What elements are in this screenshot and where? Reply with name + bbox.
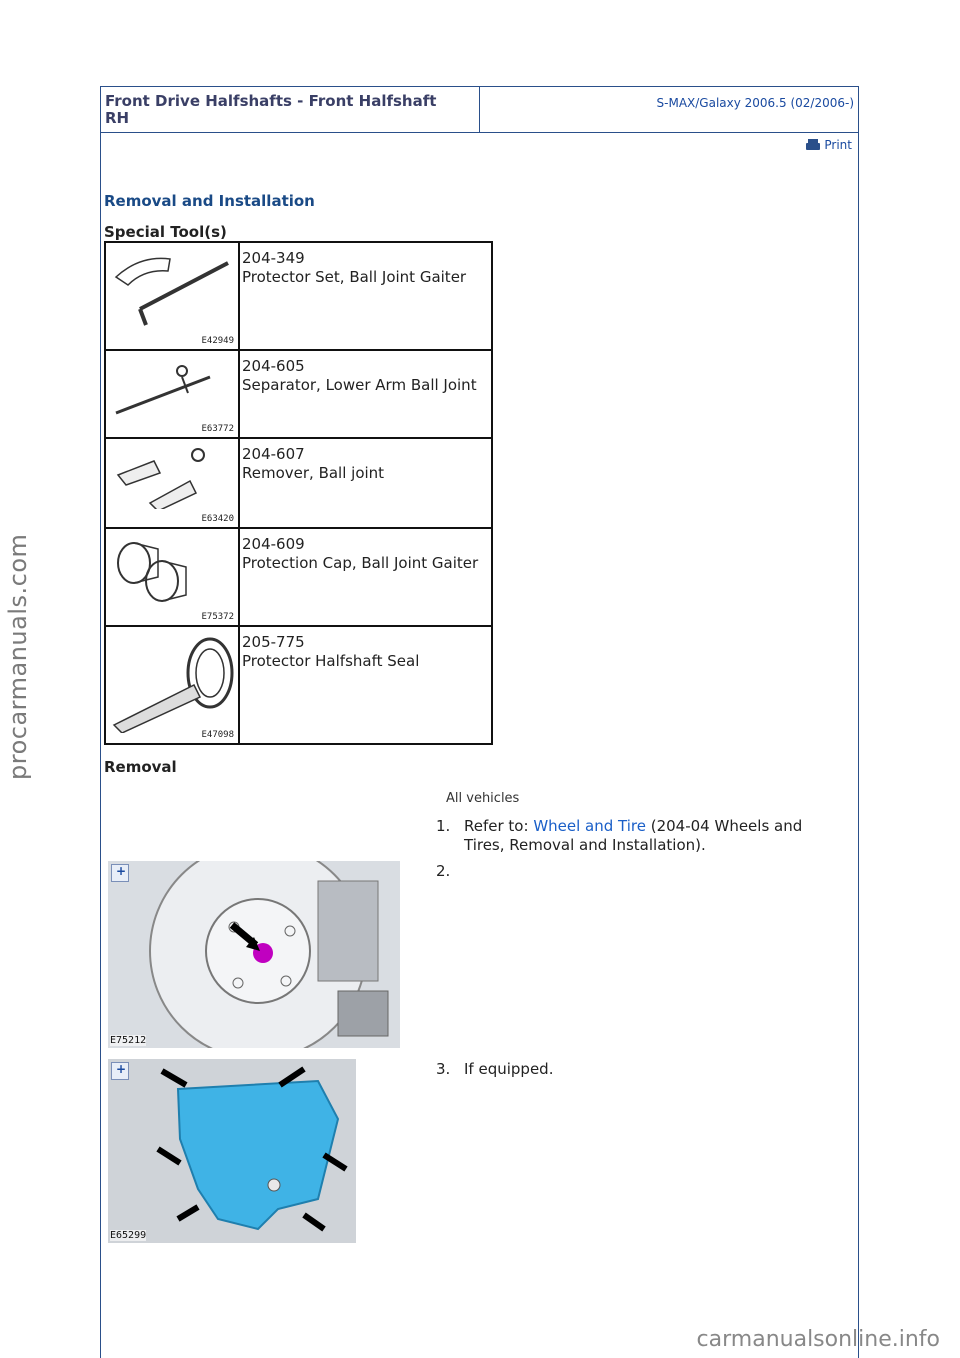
side-watermark: procarmanuals.com xyxy=(4,533,32,780)
step-text: If equipped. xyxy=(464,1060,554,1078)
title-line-2: RH xyxy=(105,109,130,127)
all-vehicles-label: All vehicles xyxy=(446,791,520,806)
title-line-1: Front Drive Halfshafts - Front Halfshaft xyxy=(105,92,437,110)
tool-row xyxy=(105,528,492,626)
tool-description xyxy=(239,626,492,744)
protection-cap-illustration xyxy=(110,535,234,611)
tool-image xyxy=(105,438,239,528)
tool-name: Separator, Lower Arm Ball Joint xyxy=(242,376,477,394)
tool-description xyxy=(239,528,492,626)
photo-figure-code: E75212 xyxy=(110,1035,147,1046)
tool-name: Protector Halfshaft Seal xyxy=(242,652,420,670)
footer-watermark: carmanualsonline.info xyxy=(696,1327,940,1352)
tool-code: 205-775 xyxy=(242,633,305,651)
tool-image xyxy=(105,528,239,626)
tool-figure-code: E42949 xyxy=(201,336,234,346)
step-suffix: (204-04 Wheels and Tires, Removal and Installation). xyxy=(464,817,803,854)
tool-figure-code: E47098 xyxy=(201,730,234,740)
photo-figure-code: E65299 xyxy=(110,1230,147,1241)
undershield-illustration xyxy=(108,1059,356,1243)
print-label: Print xyxy=(824,138,852,152)
tool-description xyxy=(239,242,492,350)
zoom-icon[interactable] xyxy=(111,1062,129,1080)
tool-image xyxy=(105,350,239,438)
tool-name: Remover, Ball joint xyxy=(242,464,385,482)
tool-code: 204-609 xyxy=(242,535,305,553)
printer-icon xyxy=(806,139,820,151)
tool-code: 204-607 xyxy=(242,445,305,463)
wheel-and-tire-link[interactable]: Wheel and Tire xyxy=(533,817,646,835)
step-prefix: Refer to: xyxy=(464,817,534,835)
tool-row xyxy=(105,242,492,350)
tool-name: Protector Set, Ball Joint Gaiter xyxy=(242,268,467,286)
step-text xyxy=(464,817,834,855)
wheel-hub-photo[interactable] xyxy=(108,861,400,1048)
separator-illustration xyxy=(110,357,234,421)
tool-row xyxy=(105,350,492,438)
tool-name: Protection Cap, Ball Joint Gaiter xyxy=(242,554,479,572)
page-header xyxy=(100,86,859,133)
tool-figure-code: E75372 xyxy=(201,612,234,622)
tool-row xyxy=(105,626,492,744)
seal-protector-illustration xyxy=(110,633,234,733)
zoom-icon[interactable] xyxy=(111,864,129,882)
special-tools-heading: Special Tool(s) xyxy=(104,223,227,241)
tool-code: 204-349 xyxy=(242,249,305,267)
tool-row xyxy=(105,438,492,528)
step-2 xyxy=(436,862,464,881)
step-number: 2. xyxy=(436,862,451,880)
step-number: 3. xyxy=(436,1060,451,1078)
removal-heading: Removal xyxy=(104,758,177,776)
tool-figure-code: E63772 xyxy=(201,424,234,434)
section-title: Removal and Installation xyxy=(104,192,315,210)
tool-image xyxy=(105,242,239,350)
wheel-hub-illustration xyxy=(108,861,400,1048)
undershield-photo[interactable] xyxy=(108,1059,356,1243)
tool-code: 204-605 xyxy=(242,357,305,375)
print-button[interactable] xyxy=(806,138,852,152)
tool-image xyxy=(105,626,239,744)
step-1 xyxy=(436,817,834,855)
special-tools-table xyxy=(104,241,493,745)
step-3 xyxy=(436,1060,834,1079)
tool-figure-code: E63420 xyxy=(201,514,234,524)
vehicle-label: S-MAX/Galaxy 2006.5 (02/2006-) xyxy=(656,96,854,110)
tool-description xyxy=(239,438,492,528)
remover-illustration xyxy=(110,445,234,509)
step-number: 1. xyxy=(436,817,451,835)
page-title xyxy=(101,87,480,132)
gaiter-protector-illustration xyxy=(110,249,234,329)
tool-description xyxy=(239,350,492,438)
